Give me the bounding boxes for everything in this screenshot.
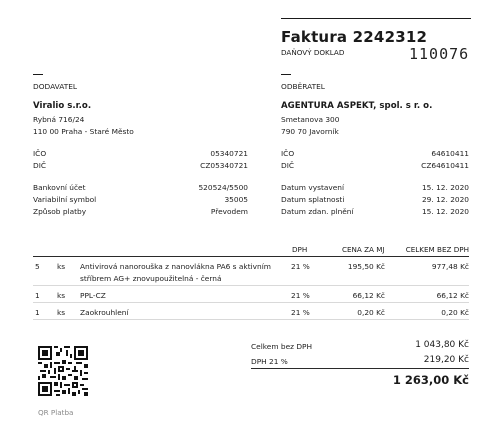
col-header-total: CELKEM BEZ DPH [405,245,469,254]
net-total-label: Celkem bez DPH [251,342,313,351]
due-date-label: Datum splatnosti [281,195,345,204]
supplier-rule [33,74,43,75]
customer-ico: 64610411 [431,149,469,158]
row-vat: 21 % [291,308,310,317]
row-unit-price: 195,50 Kč [347,262,385,271]
issue-date-label: Datum vystavení [281,183,345,192]
supplier-heading: DODAVATEL [33,82,78,91]
row-description: Antivirová nanorouška z nanovlákna PA6 s aktivním [80,262,271,271]
row-description: Zaokrouhlení [80,308,129,317]
row-unit-price: 0,20 Kč [357,308,385,317]
row-qty: 1 [35,291,40,300]
supplier-ico: 05340721 [210,149,248,158]
table-header-rule [33,256,469,257]
payment-method: Převodem [210,207,248,216]
row-unit: ks [57,291,66,300]
totals-rule [251,368,469,369]
bank-account-label: Bankovní účet [33,183,86,192]
customer-rule [281,74,291,75]
bank-account: 520524/5500 [198,183,248,192]
customer-street: Smetanova 300 [281,115,340,124]
variable-symbol: 35005 [224,195,248,204]
customer-dic-label: DIČ [281,161,295,170]
variable-symbol-label: Variabilní symbol [33,195,97,204]
row-total: 977,48 Kč [431,262,469,271]
payment-method-label: Způsob platby [33,207,87,216]
grand-total: 1 263,00 Kč [392,373,469,387]
supplier-ico-label: IČO [33,149,47,158]
supplier-dic: CZ05340721 [200,161,248,170]
issue-date: 15. 12. 2020 [421,183,469,192]
qr-code [38,346,88,396]
customer-name: AGENTURA ASPEKT, spol. s r. o. [281,101,433,111]
row-unit: ks [57,308,66,317]
header-rule [281,18,471,19]
col-header-unit-price: CENA ZA MJ [342,245,385,254]
row-unit-price: 66,12 Kč [352,291,385,300]
document-type: DAŇOVÝ DOKLAD [281,48,345,57]
due-date: 29. 12. 2020 [421,195,469,204]
row-divider [33,302,469,303]
row-vat: 21 % [291,291,310,300]
row-total: 66,12 Kč [436,291,469,300]
customer-dic: CZ64610411 [421,161,469,170]
row-divider [33,285,469,286]
col-header-vat: DPH [292,245,308,254]
supplier-street: Rybná 716/24 [33,115,85,124]
row-qty: 1 [35,308,40,317]
row-description: PPL-CZ [80,291,106,300]
row-total: 0,20 Kč [441,308,469,317]
row-description-cont: stříbrem AG+ znovupoužitelná - černá [80,274,222,283]
customer-heading: ODBĚRATEL [281,82,325,91]
customer-city: 790 70 Javorník [281,127,339,136]
vat-total-label: DPH 21 % [251,357,288,366]
row-vat: 21 % [291,262,310,271]
row-divider [33,319,469,320]
vat-total: 219,20 Kč [423,355,469,365]
tax-date-label: Datum zdan. plnění [281,207,354,216]
net-total: 1 043,80 Kč [415,340,469,350]
invoice-title: Faktura 2242312 [281,28,428,46]
supplier-city: 110 00 Praha - Staré Město [33,127,134,136]
row-unit: ks [57,262,66,271]
supplier-dic-label: DIČ [33,161,47,170]
invoice-stamp-number: 110076 [409,45,470,63]
supplier-name: Viralio s.r.o. [33,101,92,111]
qr-label: QR Platba [38,408,74,417]
tax-date: 15. 12. 2020 [421,207,469,216]
customer-ico-label: IČO [281,149,295,158]
row-qty: 5 [35,262,40,271]
